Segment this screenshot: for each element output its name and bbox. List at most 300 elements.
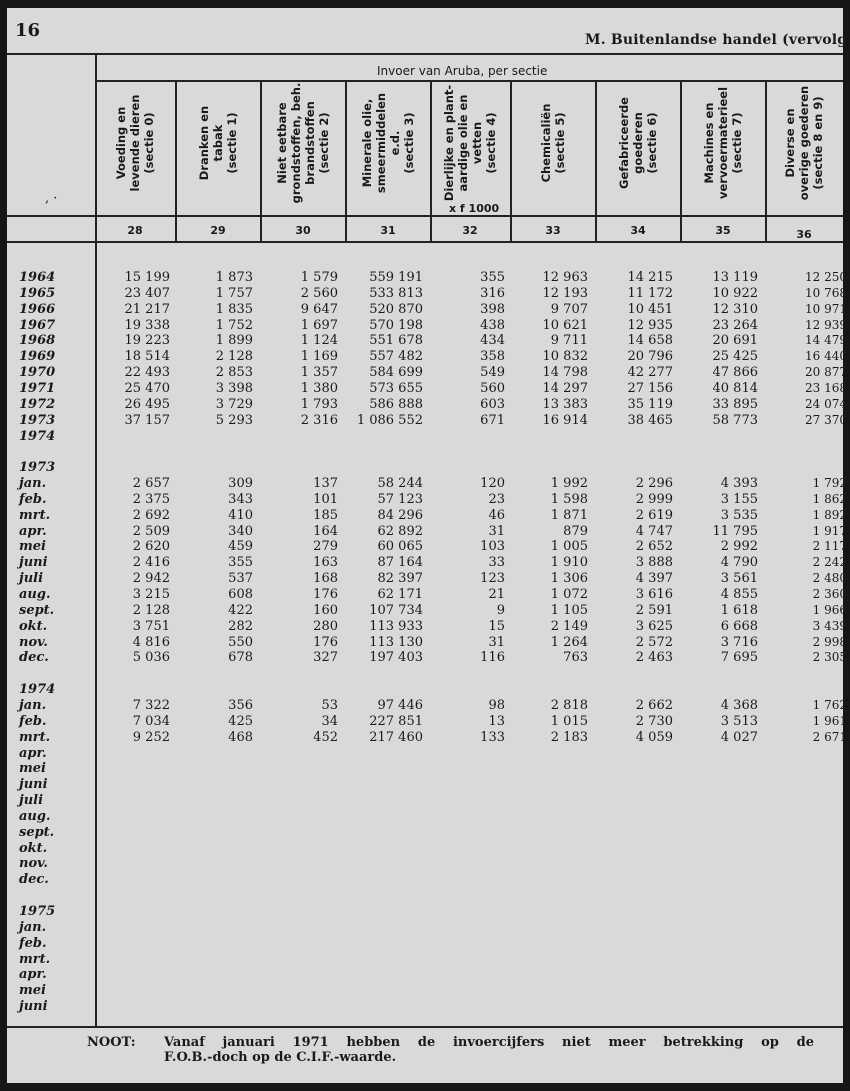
row-label: mrt. — [19, 729, 51, 745]
table-cell: 2 360 — [812, 587, 847, 601]
table-cell: 2 998 — [812, 634, 847, 649]
table-cell: 27 370 — [805, 412, 847, 427]
table-cell: 98 — [488, 697, 505, 713]
row-label: juli — [19, 571, 44, 587]
table-cell: 47 866 — [712, 365, 758, 381]
table-cell: 438 — [480, 317, 505, 333]
table-cell: 2 560 — [300, 285, 338, 301]
table-cell: 355 — [228, 555, 253, 571]
table-cell: 2 671 — [812, 729, 847, 744]
table-cell: 1 618 — [720, 602, 758, 618]
table-cell: 7 322 — [132, 697, 170, 713]
table-cell: 520 870 — [369, 301, 423, 317]
table-cell: 12 935 — [627, 317, 673, 333]
row-label: nov. — [19, 634, 48, 650]
table-cell: 14 479 — [805, 333, 847, 348]
table-cell: 2 591 — [635, 602, 673, 618]
table-cell: 3 439 — [812, 618, 847, 633]
table-cell: 2 730 — [635, 713, 673, 729]
table-cell: 107 734 — [369, 602, 423, 618]
table-cell: 4 393 — [720, 476, 758, 492]
table-cell: 176 — [313, 634, 338, 650]
column-header-line: tabak — [211, 124, 225, 162]
column-header-line: Gefabriceerde — [617, 97, 631, 189]
table-cell: 1 793 — [300, 396, 338, 412]
row-label: 1974 — [19, 682, 56, 698]
table-cell: 6 668 — [720, 618, 758, 634]
table-cell: 2 657 — [132, 476, 170, 492]
table-cell: 21 217 — [124, 301, 170, 317]
table-cell: 33 — [488, 555, 505, 571]
column-header — [539, 78, 567, 208]
row-label: sept. — [19, 824, 55, 840]
table-cell: 10 621 — [542, 317, 588, 333]
table-cell: 533 813 — [369, 285, 423, 301]
row-label: juli — [19, 793, 44, 809]
table-cell: 1 086 552 — [356, 412, 423, 428]
table-cell: 7 034 — [132, 713, 170, 729]
table-cell: 4 027 — [720, 729, 758, 745]
table-cell: 573 655 — [369, 380, 423, 396]
table-cell: 2 619 — [635, 507, 673, 523]
table-cell: 410 — [228, 507, 253, 523]
column-header-line: (sectie 3) — [402, 112, 416, 174]
table-cell: 13 119 — [712, 270, 758, 285]
table-cell: 20 877 — [805, 365, 847, 380]
table-cell: 343 — [228, 491, 253, 507]
table-cell: 160 — [313, 602, 338, 618]
table-cell: 586 888 — [369, 396, 423, 412]
table-cell: 12 939 — [805, 317, 847, 332]
table-cell: 11 172 — [627, 285, 673, 301]
table-cell: 16 440 — [805, 349, 847, 364]
table-cell: 559 191 — [369, 270, 423, 285]
table-cell: 1 835 — [215, 301, 253, 317]
column-header — [442, 78, 498, 208]
row-label: aug. — [19, 808, 51, 824]
table-cell: 11 795 — [712, 523, 758, 539]
table-cell: 358 — [480, 349, 505, 365]
column-header — [114, 78, 156, 208]
row-label: mei — [19, 983, 46, 999]
column-header-line: Dranken en — [197, 105, 211, 181]
row-label: juni — [19, 777, 48, 793]
table-cell: 1 992 — [550, 476, 588, 492]
table-cell: 38 465 — [627, 412, 673, 428]
table-cell: 103 — [480, 539, 505, 555]
row-label: dec. — [19, 650, 49, 666]
table-cell: 3 751 — [132, 618, 170, 634]
table-cell: 468 — [228, 729, 253, 745]
table-cell: 2 509 — [132, 523, 170, 539]
column-header-line: (sectie 6) — [645, 112, 659, 174]
column-header — [275, 78, 331, 208]
table-cell: 25 470 — [124, 380, 170, 396]
column-header-line: (sectie 4) — [484, 112, 498, 174]
row-label: apr. — [19, 967, 47, 983]
column-header-line: Machines en — [702, 102, 716, 184]
table-cell: 551 678 — [369, 333, 423, 349]
table-cell: 3 716 — [720, 634, 758, 650]
table-cell: 2 999 — [635, 491, 673, 507]
row-label: 1971 — [19, 380, 56, 396]
table-cell: 84 296 — [377, 507, 423, 523]
footnote-line-1: Vanaf januari 1971 hebben de invoercijfers niet meer betrekking op de — [164, 1035, 814, 1050]
table-cell: 2 818 — [550, 697, 588, 713]
col-divider — [510, 80, 512, 242]
table-cell: 2 375 — [132, 491, 170, 507]
table-cell: 12 193 — [542, 285, 588, 301]
table-cell: 58 773 — [712, 412, 758, 428]
bottom-rule — [7, 1026, 843, 1028]
column-number: 36 — [796, 228, 812, 241]
table-cell: 4 816 — [132, 634, 170, 650]
table-cell: 550 — [228, 634, 253, 650]
table-cell: 13 383 — [542, 396, 588, 412]
table-cell: 280 — [313, 618, 338, 634]
row-label: juni — [19, 555, 48, 571]
col-divider — [260, 80, 262, 242]
table-cell: 227 851 — [369, 713, 423, 729]
table-cell: 19 223 — [124, 333, 170, 349]
table-cell: 31 — [488, 523, 505, 539]
table-cell: 18 514 — [124, 349, 170, 365]
table-cell: 217 460 — [369, 729, 423, 745]
table-cell: 58 244 — [377, 476, 423, 492]
table-cell: 2 416 — [132, 555, 170, 571]
column-number: 34 — [630, 224, 646, 237]
row-label: 1969 — [19, 349, 56, 365]
table-cell: 2 662 — [635, 697, 673, 713]
table-cell: 7 695 — [720, 650, 758, 666]
table-cell: 35 119 — [627, 396, 673, 412]
table-cell: 10 451 — [627, 301, 673, 317]
col-divider — [680, 80, 682, 242]
table-cell: 282 — [228, 618, 253, 634]
column-header-line: (sectie 5) — [553, 112, 567, 174]
table-cell: 14 658 — [627, 333, 673, 349]
table-spanner-title: Invoer van Aruba, per sectie — [377, 64, 548, 78]
table-cell: 3 398 — [215, 380, 253, 396]
table-cell: 14 215 — [627, 270, 673, 285]
table-cell: 60 065 — [377, 539, 423, 555]
table-cell: 2 183 — [550, 729, 588, 745]
table-cell: 12 963 — [542, 270, 588, 285]
row-label: feb. — [19, 935, 47, 951]
table-cell: 570 198 — [369, 317, 423, 333]
table-cell: 53 — [321, 697, 338, 713]
table-cell: 120 — [480, 476, 505, 492]
row-label: jan. — [19, 919, 47, 935]
col-divider — [595, 80, 597, 242]
table-cell: 1 862 — [812, 491, 847, 506]
table-cell: 19 338 — [124, 317, 170, 333]
column-header-line: overige goederen — [797, 85, 811, 201]
row-label: 1975 — [19, 904, 56, 919]
row-label: 1974 — [19, 428, 56, 444]
table-cell: 23 168 — [805, 380, 847, 395]
row-label: 1973 — [19, 412, 56, 428]
row-label: 1966 — [19, 301, 56, 317]
table-cell: 2 652 — [635, 539, 673, 555]
table-cell: 279 — [313, 539, 338, 555]
table-cell: 603 — [480, 396, 505, 412]
table-cell: 2 128 — [215, 349, 253, 365]
col-divider — [175, 80, 177, 242]
table-cell: 57 123 — [377, 491, 423, 507]
footnote-label: NOOT: — [87, 1035, 136, 1050]
table-cell: 185 — [313, 507, 338, 523]
page-number: 16 — [15, 20, 41, 41]
row-label: juni — [19, 999, 48, 1015]
table-cell: 2 992 — [720, 539, 758, 555]
column-header — [702, 78, 744, 208]
stub-divider — [95, 54, 97, 1027]
table-cell: 1 697 — [300, 317, 338, 333]
row-label: mei — [19, 539, 46, 555]
table-cell: 62 171 — [377, 587, 423, 602]
table-cell: 3 155 — [720, 491, 758, 507]
table-cell: 1 757 — [215, 285, 253, 301]
table-cell: 4 397 — [635, 571, 673, 587]
table-cell: 10 971 — [805, 301, 847, 316]
table-cell: 4 059 — [635, 729, 673, 745]
table-cell: 549 — [480, 365, 505, 381]
table-cell: 2 296 — [635, 476, 673, 492]
table-cell: 560 — [480, 380, 505, 396]
table-cell: 113 933 — [369, 618, 423, 634]
table-cell: 82 397 — [377, 571, 423, 587]
table-cell: 27 156 — [627, 380, 673, 396]
column-number: 29 — [210, 224, 226, 237]
row-label: 1973 — [19, 460, 56, 476]
table-cell: 434 — [480, 333, 505, 349]
table-cell: 1 105 — [550, 602, 588, 618]
row-label: jan. — [19, 697, 47, 713]
column-number: 28 — [127, 224, 143, 237]
table-cell: 1 961 — [812, 713, 847, 728]
row-label: mrt. — [19, 507, 51, 523]
column-header-line: (sectie 8 en 9) — [811, 96, 825, 190]
table-cell: 5 036 — [132, 650, 170, 666]
row-label: mei — [19, 761, 46, 777]
table-cell: 678 — [228, 650, 253, 666]
row-label: 1972 — [19, 396, 56, 412]
table-cell: 2 942 — [132, 571, 170, 587]
row-label: feb. — [19, 713, 47, 729]
column-header-line: (sectie 2) — [317, 112, 331, 174]
column-header-line: grondstoffen, beh. — [289, 82, 303, 204]
table-cell: 3 888 — [635, 555, 673, 571]
table-cell: 137 — [313, 476, 338, 492]
col-divider — [345, 80, 347, 242]
table-cell: 3 513 — [720, 713, 758, 729]
column-header-line: smeermiddelen — [374, 92, 388, 194]
table-cell: 355 — [480, 270, 505, 285]
row-label: 1964 — [19, 270, 56, 285]
column-header-line: brandstoffen — [303, 101, 317, 185]
row-label: dec. — [19, 872, 49, 888]
row-label: aug. — [19, 587, 51, 602]
table-cell: 1 264 — [550, 634, 588, 650]
table-cell: 25 425 — [712, 349, 758, 365]
column-header-line: Minerale olie, — [360, 98, 374, 188]
table-cell: 15 199 — [124, 270, 170, 285]
table-cell: 168 — [313, 571, 338, 587]
table-cell: 2 463 — [635, 650, 673, 666]
row-label: jan. — [19, 476, 47, 492]
colnum-rule — [7, 241, 843, 243]
table-cell: 422 — [228, 602, 253, 618]
header-rule — [7, 215, 843, 217]
table-cell: 12 310 — [712, 301, 758, 317]
table-cell: 123 — [480, 571, 505, 587]
table-cell: 557 482 — [369, 349, 423, 365]
table-cell: 1 873 — [215, 270, 253, 285]
table-cell: 1 762 — [812, 697, 847, 712]
table-cell: 425 — [228, 713, 253, 729]
table-cell: 2 620 — [132, 539, 170, 555]
column-number: 32 — [462, 224, 478, 237]
table-cell: 2 305 — [812, 650, 847, 665]
table-cell: 62 892 — [377, 523, 423, 539]
table-cell: 9 252 — [132, 729, 170, 745]
footnote-line-2: F.O.B.-doch op de C.I.F.-waarde. — [164, 1050, 397, 1065]
column-header-line: Dierlijke en plant- — [442, 84, 456, 202]
page-title: M. Buitenlandse handel (vervolg — [585, 32, 848, 48]
table-cell: 537 — [228, 571, 253, 587]
column-number: 33 — [545, 224, 561, 237]
table-cell: 1 892 — [812, 507, 847, 522]
table-cell: 42 277 — [627, 365, 673, 381]
table-cell: 23 264 — [712, 317, 758, 333]
table-cell: 309 — [228, 476, 253, 492]
table-cell: 10 768 — [805, 285, 847, 300]
column-header-line: (sectie 7) — [730, 112, 744, 174]
column-header-line: Chemicaliën — [539, 103, 553, 183]
table-cell: 3 625 — [635, 618, 673, 634]
column-header — [783, 78, 825, 208]
table-cell: 584 699 — [369, 365, 423, 381]
table-cell: 1 124 — [300, 333, 338, 349]
table-cell: 113 130 — [369, 634, 423, 650]
unit-label: x f 1000 — [449, 202, 500, 215]
table-cell: 37 157 — [124, 412, 170, 428]
column-header-line: goederen — [631, 112, 645, 174]
row-label: okt. — [19, 618, 48, 634]
table-cell: 10 922 — [712, 285, 758, 301]
table-cell: 1 917 — [812, 523, 847, 538]
table-cell: 26 495 — [124, 396, 170, 412]
row-label: apr. — [19, 523, 47, 539]
table-cell: 31 — [488, 634, 505, 650]
table-cell: 1 380 — [300, 380, 338, 396]
column-header-line: vervoermaterieel — [716, 86, 730, 200]
table-cell: 10 832 — [542, 349, 588, 365]
table-cell: 133 — [480, 729, 505, 745]
table-cell: 16 914 — [542, 412, 588, 428]
table-cell: 671 — [480, 412, 505, 428]
table-cell: 2 480 — [812, 571, 847, 586]
table-cell: 33 895 — [712, 396, 758, 412]
table-cell: 2 117 — [812, 539, 847, 554]
stub-mark: , · — [45, 191, 58, 206]
document-page — [7, 8, 848, 1083]
table-cell: 340 — [228, 523, 253, 539]
table-cell: 15 — [488, 618, 505, 634]
table-cell: 9 — [496, 602, 505, 618]
row-label: sept. — [19, 602, 55, 618]
row-label: 1965 — [19, 285, 56, 301]
table-cell: 3 616 — [635, 587, 673, 602]
table-cell: 40 814 — [712, 380, 758, 396]
table-cell: 608 — [228, 587, 253, 602]
table-cell: 4 747 — [635, 523, 673, 539]
table-cell: 5 293 — [215, 412, 253, 428]
table-cell: 116 — [480, 650, 505, 666]
table-cell: 14 297 — [542, 380, 588, 396]
table-cell: 4 790 — [720, 555, 758, 571]
column-header-line: (sectie 1) — [225, 112, 239, 174]
table-cell: 87 164 — [377, 555, 423, 571]
table-cell: 1 169 — [300, 349, 338, 365]
table-cell: 316 — [480, 285, 505, 301]
column-header-line: e.d. — [388, 130, 402, 156]
table-cell: 2 853 — [215, 365, 253, 381]
table-cell: 2 128 — [132, 602, 170, 618]
top-rule — [7, 53, 843, 55]
table-cell: 12 250 — [805, 270, 847, 284]
table-cell: 1 752 — [215, 317, 253, 333]
table-cell: 1 910 — [550, 555, 588, 571]
table-cell: 4 368 — [720, 697, 758, 713]
column-header-line: Voeding en — [114, 106, 128, 180]
column-number: 30 — [295, 224, 311, 237]
column-header-line: vetten — [470, 121, 484, 165]
row-label: okt. — [19, 840, 48, 856]
row-label: feb. — [19, 491, 47, 507]
table-cell: 1 899 — [215, 333, 253, 349]
table-cell: 1 306 — [550, 571, 588, 587]
table-cell: 21 — [488, 587, 505, 602]
table-cell: 97 446 — [377, 697, 423, 713]
row-label: mrt. — [19, 951, 51, 967]
column-header — [197, 78, 239, 208]
table-cell: 2 149 — [550, 618, 588, 634]
column-header-line: Diverse en — [783, 108, 797, 178]
table-cell: 1 966 — [812, 602, 847, 617]
table-cell: 23 407 — [124, 285, 170, 301]
row-label: 1967 — [19, 317, 56, 333]
column-header — [360, 78, 416, 208]
table-cell: 1 005 — [550, 539, 588, 555]
table-cell: 9 711 — [550, 333, 588, 349]
row-label: nov. — [19, 856, 48, 872]
col-divider — [765, 80, 767, 242]
column-header-line: Niet eetbare — [275, 102, 289, 184]
table-cell: 1 579 — [300, 270, 338, 285]
column-header — [617, 78, 659, 208]
table-cell: 34 — [321, 713, 338, 729]
table-cell: 101 — [313, 491, 338, 507]
table-cell: 20 691 — [712, 333, 758, 349]
table-cell: 163 — [313, 555, 338, 571]
table-cell: 1 871 — [550, 507, 588, 523]
table-cell: 2 316 — [300, 412, 338, 428]
table-cell: 1 072 — [550, 587, 588, 602]
table-cell: 20 796 — [627, 349, 673, 365]
table-cell: 9 707 — [550, 301, 588, 317]
